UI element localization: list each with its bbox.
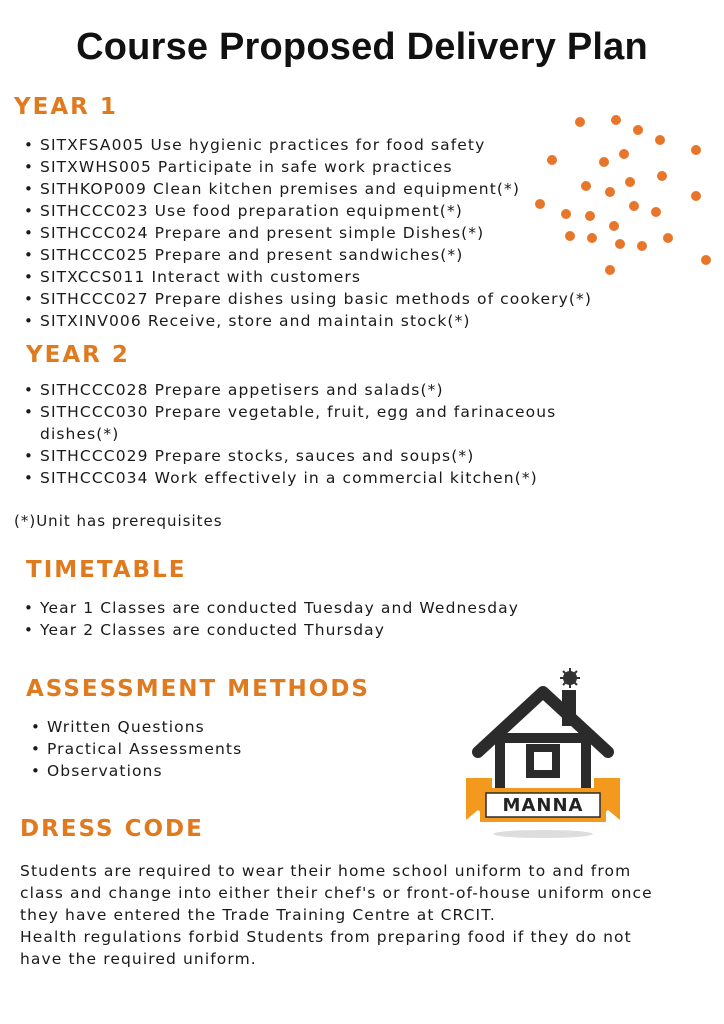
decorative-dot [535, 199, 545, 209]
list-item: • Practical Assessments [29, 738, 242, 760]
decorative-dot [609, 221, 619, 231]
decorative-dot [629, 201, 639, 211]
decorative-dots-icon [530, 110, 720, 290]
house-logo-icon [458, 660, 628, 840]
year1-unit-list [22, 134, 592, 332]
decorative-dot [599, 157, 609, 167]
list-item: • Written Questions [29, 716, 242, 738]
list-item: • SITHKOP009 Clean kitchen premises and equipment(*) [22, 178, 592, 200]
list-item: • SITHCCC023 Use food preparation equipment(*) [22, 200, 592, 222]
decorative-dot [585, 211, 595, 221]
dress-code-text-1: Students are required to wear their home school uniform to and from class and change into either their chef's or front-of-house uniform once they have entered the Trade Training Centre at CRCIT. [20, 862, 653, 924]
list-item: • SITXCCS011 Interact with customers [22, 266, 592, 288]
list-item: • SITXFSA005 Use hygienic practices for food safety [22, 134, 592, 156]
decorative-dot [619, 149, 629, 159]
list-item: • SITHCCC030 Prepare vegetable, fruit, egg and farinaceous dishes(*) [22, 401, 640, 445]
decorative-dot [651, 207, 661, 217]
timetable-list [22, 597, 519, 641]
assessment-heading: ASSESSMENT METHODS [26, 676, 370, 702]
decorative-dot [561, 209, 571, 219]
list-item: • SITHCCC034 Work effectively in a commercial kitchen(*) [22, 467, 640, 489]
decorative-dot [565, 231, 575, 241]
decorative-dot [637, 241, 647, 251]
list-item: • Observations [29, 760, 242, 782]
assessment-list [29, 716, 242, 782]
dress-code-text-2: Health regulations forbid Students from preparing food if they do not have the required uniform. [20, 928, 632, 968]
dress-code-paragraph [20, 860, 660, 970]
list-item: • SITHCCC024 Prepare and present simple Dishes(*) [22, 222, 592, 244]
year1-heading: YEAR 1 [14, 94, 118, 120]
decorative-dot [615, 239, 625, 249]
list-item: • SITHCCC025 Prepare and present sandwiches(*) [22, 244, 592, 266]
decorative-dot [691, 145, 701, 155]
list-item: • SITXINV006 Receive, store and maintain stock(*) [22, 310, 592, 332]
list-item: • SITHCCC029 Prepare stocks, sauces and soups(*) [22, 445, 640, 467]
timetable-heading: TIMETABLE [26, 557, 187, 583]
decorative-dot [575, 117, 585, 127]
page-title: Course Proposed Delivery Plan [76, 26, 648, 68]
decorative-dot [605, 265, 615, 275]
list-item: • Year 1 Classes are conducted Tuesday and Wednesday [22, 597, 519, 619]
dress-code-heading: DRESS CODE [20, 816, 204, 842]
decorative-dot [655, 135, 665, 145]
decorative-dot [691, 191, 701, 201]
decorative-dot [701, 255, 711, 265]
decorative-dot [663, 233, 673, 243]
decorative-dot [605, 187, 615, 197]
list-item: • SITHCCC027 Prepare dishes using basic methods of cookery(*) [22, 288, 592, 310]
year2-heading: YEAR 2 [26, 342, 130, 368]
prerequisite-note: (*)Unit has prerequisites [14, 512, 223, 530]
decorative-dot [581, 181, 591, 191]
decorative-dot [611, 115, 621, 125]
list-item: • Year 2 Classes are conducted Thursday [22, 619, 519, 641]
list-item: • SITHCCC028 Prepare appetisers and salads(*) [22, 379, 640, 401]
list-item: • SITXWHS005 Participate in safe work practices [22, 156, 592, 178]
decorative-dot [547, 155, 557, 165]
decorative-dot [657, 171, 667, 181]
decorative-dot [587, 233, 597, 243]
decorative-dot [633, 125, 643, 135]
decorative-dot [625, 177, 635, 187]
logo-text: MANNA [502, 795, 584, 816]
year2-unit-list [22, 379, 640, 489]
